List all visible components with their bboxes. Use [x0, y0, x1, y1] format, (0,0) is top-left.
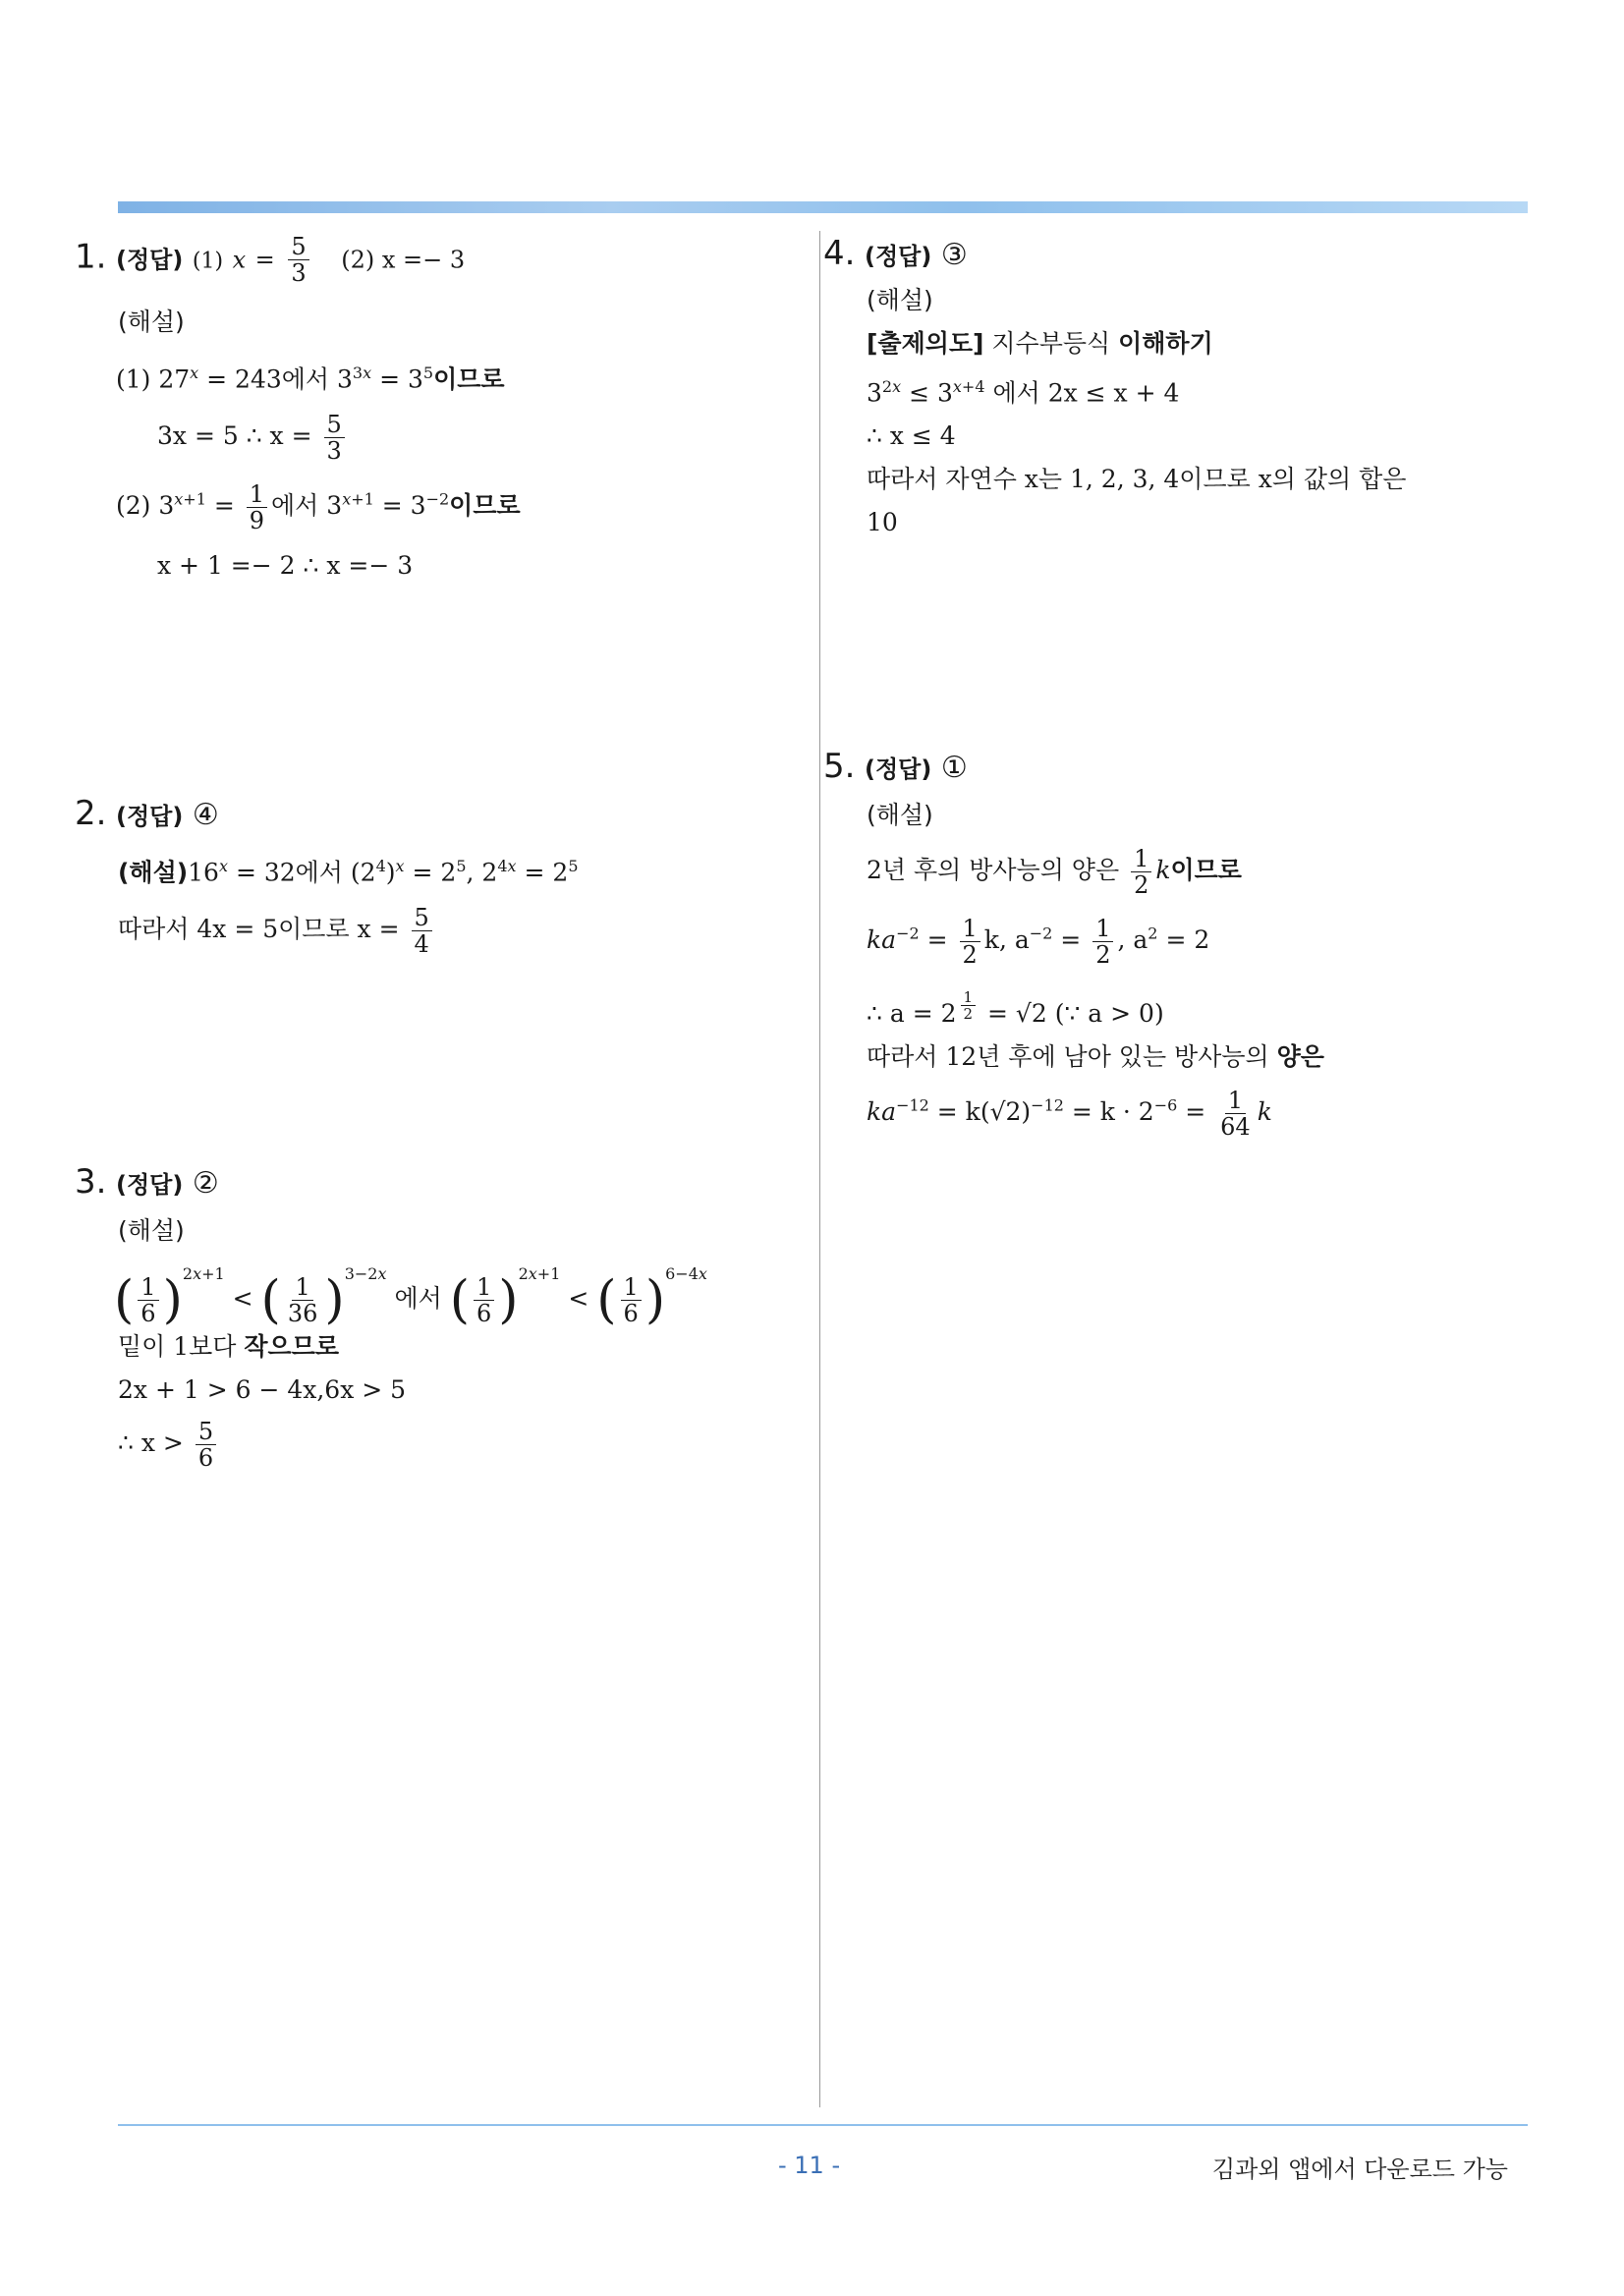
- q1-answer-fraction: $\frac{5}{3}$: [288, 234, 308, 286]
- q3-line3: 2x + 1 > 6 − 4x,6x > 5: [118, 1375, 407, 1404]
- q1-number: 1.: [75, 237, 107, 277]
- q4-line1: [출제의도] 지수부등식 이해하기: [867, 329, 1213, 358]
- q2-line2: 따라서 4x = 5이므로 x = $\frac{5}{4}$: [118, 905, 579, 957]
- q5-explanation-label: (해설): [867, 801, 933, 829]
- q1-line2: 3x = 5 ∴ x = $\frac{5}{3}$: [157, 412, 521, 464]
- q4-explanation-label: (해설): [867, 286, 933, 314]
- q3-explanation-label: (해설): [118, 1216, 185, 1245]
- footer-download-text: 김과외 앱에서 다운로드 가능: [1211, 2156, 1508, 2183]
- q1-answer-part2: (2) x =− 3: [341, 246, 466, 274]
- q2-header: [75, 794, 579, 836]
- question-3: [75, 1162, 707, 1471]
- q4-answer: ③: [940, 238, 968, 272]
- q1-explanation-label: (해설): [118, 308, 185, 336]
- q5-line4: 따라서 12년 후에 남아 있는 방사능의 양은: [867, 1042, 1324, 1071]
- q3-line2: 밑이 1보다 작으므로: [118, 1332, 340, 1361]
- q5-answer-label: (정답): [865, 756, 932, 783]
- q4-line4: 따라서 자연수 x는 1, 2, 3, 4이므로 x의 값의 합은: [867, 465, 1407, 494]
- q1-header: 1. (정답) (1) x = $\frac{5}{3}$ (2) x =− 3: [75, 233, 466, 287]
- q1-answer-label: (정답): [116, 246, 184, 274]
- q4-line2: $3^{2x} \le 3^{x+4}$ 에서 2x ≤ x + 4: [867, 377, 1180, 408]
- q1-line4: x + 1 =− 2 ∴ x =− 3: [157, 551, 414, 581]
- q4-line5: 10: [867, 508, 898, 537]
- q4-answer-label: (정답): [865, 243, 932, 270]
- q3-line4: ∴ x > $\frac{5}{6}$: [118, 1419, 707, 1471]
- q3-header: [75, 1162, 707, 1204]
- q3-line1: ( $\frac{1}{6}$ )$^{2x+1}$ < ( $\frac{1}{36}$ )$^{3-2x}$ 에서 ( $\frac{1}{6}$ )$^{2x+1}$ < ( $\frac{1}{6}$ )$^{6-4x}$: [114, 1264, 707, 1330]
- q1-line3: (2) $3^{x+1}$ = $\frac{1}{9}$ 에서 $3^{x+1} = 3^{-2}$이므로: [116, 480, 521, 535]
- q5-header: [823, 747, 1324, 789]
- q2-answer-label: (정답): [116, 803, 184, 830]
- q2-line1: (해설)16$^x$ = 32에서 $(2^4)^x = 2^5$, $2^{4x} = 2^5$: [118, 857, 579, 887]
- footer-line: [118, 2124, 1528, 2126]
- q4-header: [823, 234, 1406, 276]
- q5-line2: $ka^{-2}$ = $\frac{1}{2}$ k, $a^{-2}$ = $\frac{1}{2}$ , $a^2 = 2$: [867, 915, 1210, 969]
- q5-line3: ∴ a = 2 $\frac{1}{2}$ = √2 (∵ a > 0): [867, 988, 1164, 1028]
- q2-answer: ④: [192, 798, 219, 832]
- question-5: [823, 747, 1324, 1140]
- header-bar: [118, 201, 1528, 213]
- question-4: [823, 234, 1406, 539]
- question-1: [75, 234, 521, 583]
- q2-number: 2.: [75, 794, 107, 833]
- q4-number: 4.: [823, 234, 856, 273]
- q3-answer-label: (정답): [116, 1171, 184, 1199]
- q1-answer-part1: (1): [192, 249, 224, 274]
- q5-answer: ①: [940, 751, 968, 785]
- question-2: [75, 794, 579, 957]
- page-number: - 11 -: [778, 2152, 841, 2179]
- q3-number: 3.: [75, 1162, 107, 1202]
- q5-line5: $ka^{-12} = k(√2)^{-12} = k \cdot 2^{-6}$ = $\frac{1}{64}$ k: [867, 1087, 1272, 1141]
- column-divider: [819, 231, 820, 2107]
- q3-answer: ②: [192, 1166, 219, 1201]
- q1-line1: (1) 27$^x$ = 243에서 $3^{3x} = 3^5$이므로: [116, 364, 505, 394]
- q5-line1: 2년 후의 방사능의 양은 $\frac{1}{2}$ k이므로: [867, 845, 1242, 899]
- q5-number: 5.: [823, 747, 856, 786]
- q4-line3: ∴ x ≤ 4: [867, 421, 956, 451]
